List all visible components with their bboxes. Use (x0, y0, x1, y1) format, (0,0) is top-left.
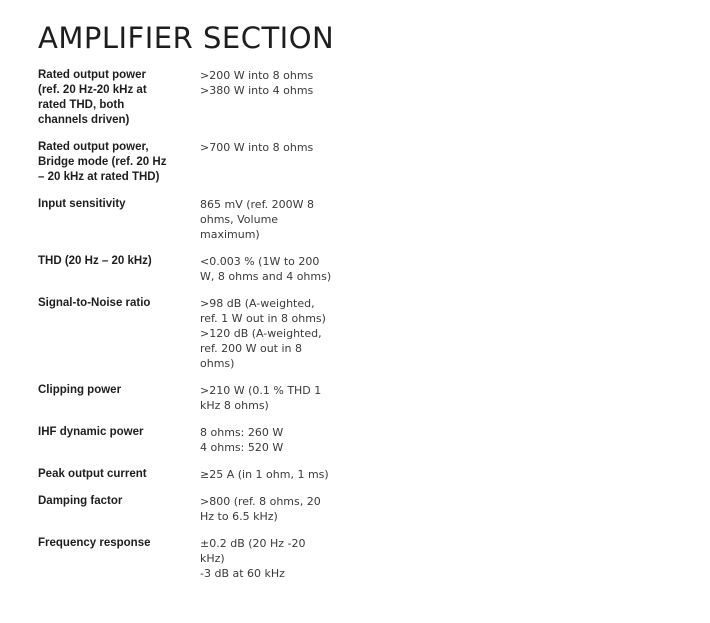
spec-row-thd (38, 254, 378, 284)
spec-value: <0.003 % (1W to 200 W, 8 ohms and 4 ohms) (200, 255, 332, 283)
spec-value: >98 dB (A-weighted, ref. 1 W out in 8 ohms) >120 dB (A-weighted, ref. 200 W out in 8 ohms) (200, 297, 326, 370)
spec-value: >700 W into 8 ohms (200, 141, 314, 154)
spec-label: Signal-to-Noise ratio (38, 297, 151, 309)
spec-row-rated-output-power (38, 68, 378, 128)
spec-row-bridge-mode-power (38, 140, 378, 185)
spec-row-signal-to-noise (38, 296, 378, 371)
spec-value: >800 (ref. 8 ohms, 20 Hz to 6.5 kHz) (200, 495, 321, 523)
spec-label: Input sensitivity (38, 198, 126, 210)
spec-value: 8 ohms: 260 W 4 ohms: 520 W (200, 426, 284, 454)
spec-label: Rated output power (ref. 20 Hz-20 kHz at rated THD, both channels driven) (38, 69, 147, 126)
spec-row-ihf-dynamic-power (38, 425, 378, 455)
spec-label: IHF dynamic power (38, 426, 144, 438)
spec-row-frequency-response (38, 536, 378, 581)
spec-value: >210 W (0.1 % THD 1 kHz 8 ohms) (200, 384, 322, 412)
spec-table (38, 68, 378, 593)
spec-row-input-sensitivity (38, 197, 378, 242)
amplifier-section (38, 20, 378, 593)
spec-label: Peak output current (38, 468, 147, 480)
spec-value: 865 mV (ref. 200W 8 ohms, Volume maximum) (200, 198, 315, 241)
spec-value: ±0.2 dB (20 Hz -20 kHz) -3 dB at 60 kHz (200, 537, 306, 580)
section-title: AMPLIFIER SECTION (38, 21, 335, 55)
spec-row-peak-output-current (38, 467, 378, 482)
spec-label: Rated output power, Bridge mode (ref. 20 Hz – 20 kHz at rated THD) (38, 141, 167, 183)
spec-value: ≥25 A (in 1 ohm, 1 ms) (200, 468, 329, 481)
spec-row-damping-factor (38, 494, 378, 524)
spec-value: >200 W into 8 ohms >380 W into 4 ohms (200, 69, 314, 97)
spec-row-clipping-power (38, 383, 378, 413)
spec-label: Frequency response (38, 537, 151, 549)
spec-label: Damping factor (38, 495, 123, 507)
spec-label: THD (20 Hz – 20 kHz) (38, 255, 152, 267)
spec-label: Clipping power (38, 384, 122, 396)
